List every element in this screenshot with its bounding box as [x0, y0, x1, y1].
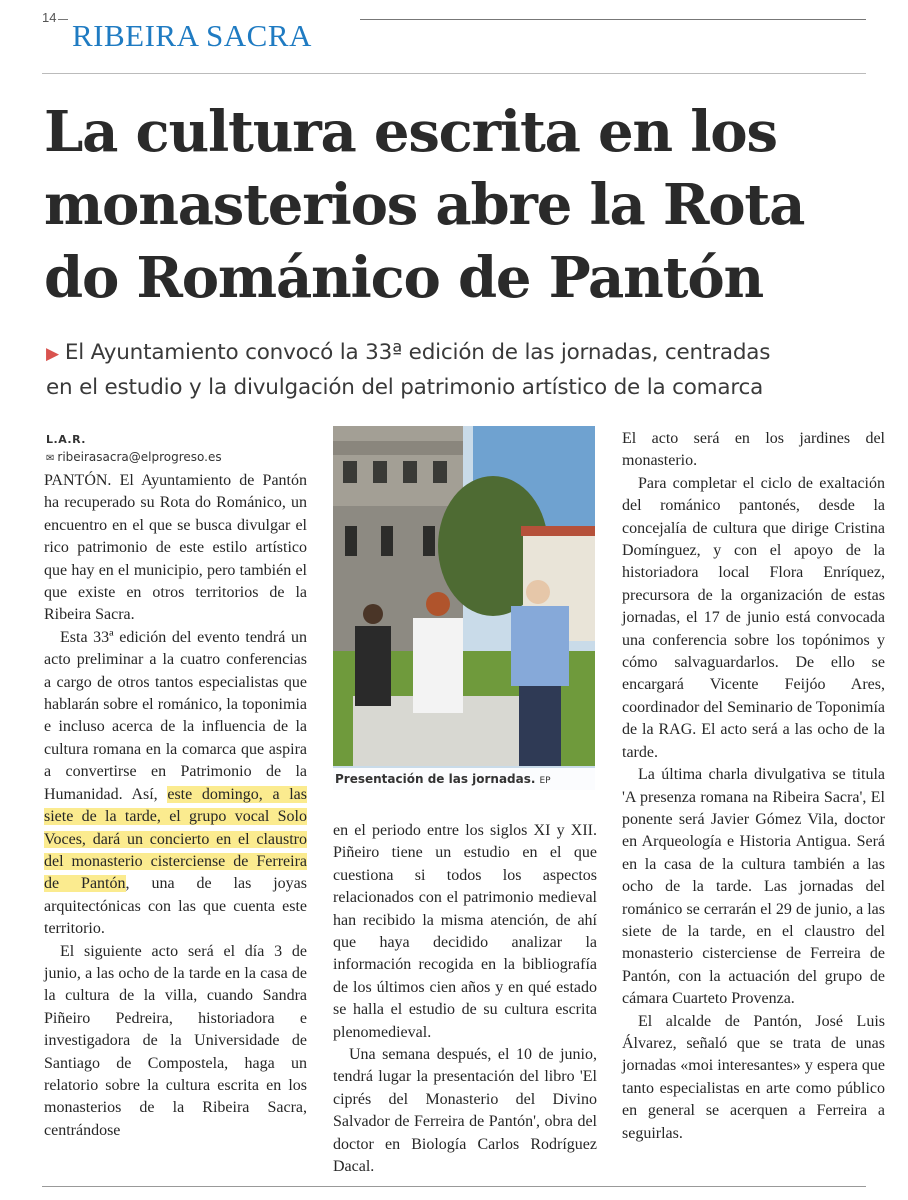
paragraph-5: Una semana después, el 10 de junio, tendrá lugar la presentación del libro 'El ciprés del Monasterio del Divino Salvador de Ferreira de Pantón', obra del doctor en Biología Carlos Rodríguez Dacal.: [333, 1046, 597, 1176]
section-rule-right: [360, 19, 866, 20]
article-photo: [333, 426, 595, 790]
paragraph-1: PANTÓN. El Ayuntamiento de Pantón ha recuperado su Rota do Románico, un encuentro en el que se busca divulgar el rico patrimonio de este estilo artístico que hay en el municipio, pero también el que existe en otros territorios de la Ribeira Sacra.: [44, 472, 307, 624]
article-column-1: [44, 470, 307, 1142]
paragraph-3: El siguiente acto será el día 3 de junio, a las ocho de la tarde en la casa de la cultura de la villa, cuando Sandra Piñeiro Pedreira, historiadora e investigadora de la Universidade de Santiago de Compostela, haga un relatorio sobre la cultura escrita en los monasterios de la Ribeira Sacra, centrándose: [44, 942, 307, 1139]
photo-caption: Presentación de las jornadas. EP: [333, 768, 595, 790]
photo-credit: EP: [539, 776, 551, 786]
headline-line-1: La cultura escrita en los: [44, 99, 777, 165]
subhead-line-2: en el estudio y la divulgación del patrimonio artístico de la comarca: [46, 375, 764, 400]
subheadline: [46, 336, 886, 405]
triangle-bullet-icon: ▶: [46, 344, 59, 364]
headline: [44, 96, 884, 315]
header-divider: [42, 73, 866, 74]
author-email[interactable]: ✉ ribeirasacra@elprogreso.es: [46, 450, 222, 464]
byline: [46, 433, 222, 464]
headline-line-3: do Románico de Pantón: [44, 245, 763, 311]
paragraph-6: El acto será en los jardines del monasterio.: [622, 430, 885, 470]
article-column-3: [622, 428, 885, 1145]
paragraph-7: Para completar el ciclo de exaltación del románico pantonés, desde la concejalía de cultura que dirige Cristina Domínguez, y con el apoyo de la historiadora local Flora Enríquez, precursora de la organización de estas jornadas, el 17 de junio está convocada una conferencia sobre los topónimos y cómo salvaguardarlos. De ello se encargará Vicente Feijóo Ares, coordinador del Seminario de Toponimía de la RAG. El acto será a las ocho de la tarde.: [622, 474, 885, 761]
author: L.A.R.: [46, 433, 86, 446]
article-column-2: [333, 820, 597, 1179]
subhead-line-1: ▶ El Ayuntamiento convocó la 33ª edición de las jornadas, centradas: [46, 340, 771, 365]
email-icon: ✉: [46, 453, 55, 464]
highlighted-text: este domingo, a las siete de la tarde, el grupo vocal Solo Voces, dará un concierto en el claustro del monasterio cisterciense de Ferreira de Pantón: [44, 785, 307, 893]
section-rule-left: [58, 19, 68, 20]
paragraph-2: Esta 33ª edición del evento tendrá un acto preliminar a la cuatro conferencias a cargo de otros tantos especialistas que hablarán sobre el románico, la toponimia e incluso acerca de la influencia de la cultura romana en la comarca que aspira a convertirse en Patrimonio de la Humanidad. Así, este domingo, a las siete de la tarde, el grupo vocal Solo Voces, dará un concierto en el claustro del monasterio cisterciense de Ferreira de Pantón, una de las joyas arquitectónicas con las que cuenta este territorio.: [44, 628, 308, 938]
paragraph-9: El alcalde de Pantón, José Luis Álvarez, señaló que se trata de unas jornadas «moi interesantes» y espera que tanto especialistas en arte como público en general se acerquen a Ferreira a seguirlas.: [622, 1012, 885, 1142]
section-title: RIBEIRA SACRA: [72, 18, 312, 53]
headline-line-2: monasterios abre la Rota: [44, 172, 805, 238]
photo-image: [333, 426, 595, 790]
page-number: 14: [42, 10, 57, 25]
footer-divider: [42, 1186, 866, 1187]
paragraph-4: en el periodo entre los siglos XI y XII. Piñeiro tiene un estudio en el que cuestiona si todos los aspectos relacionados con el patrimonio medieval han recibido la misma atención, de ahí que haya decidido analizar la información recogida en la bibliografía de los últimos cien años y en qué estado se halla el estudio de su cultura escrita plenomedieval.: [333, 822, 597, 1041]
paragraph-8: La última charla divulgativa se titula 'A presenza romana na Ribeira Sacra', El ponente será Javier Gómez Vila, doctor en Arqueología e Historia Antigua. Será en la casa de la cultura también a las ocho de la tarde. Las jornadas del románico se cerrarán el 29 de junio, a las siete de la tarde, en el claustro del monasterio cisterciense de Ferreira de Pantón, con la actuación del grupo de cámara Cuarteto Provenza.: [622, 766, 885, 1008]
